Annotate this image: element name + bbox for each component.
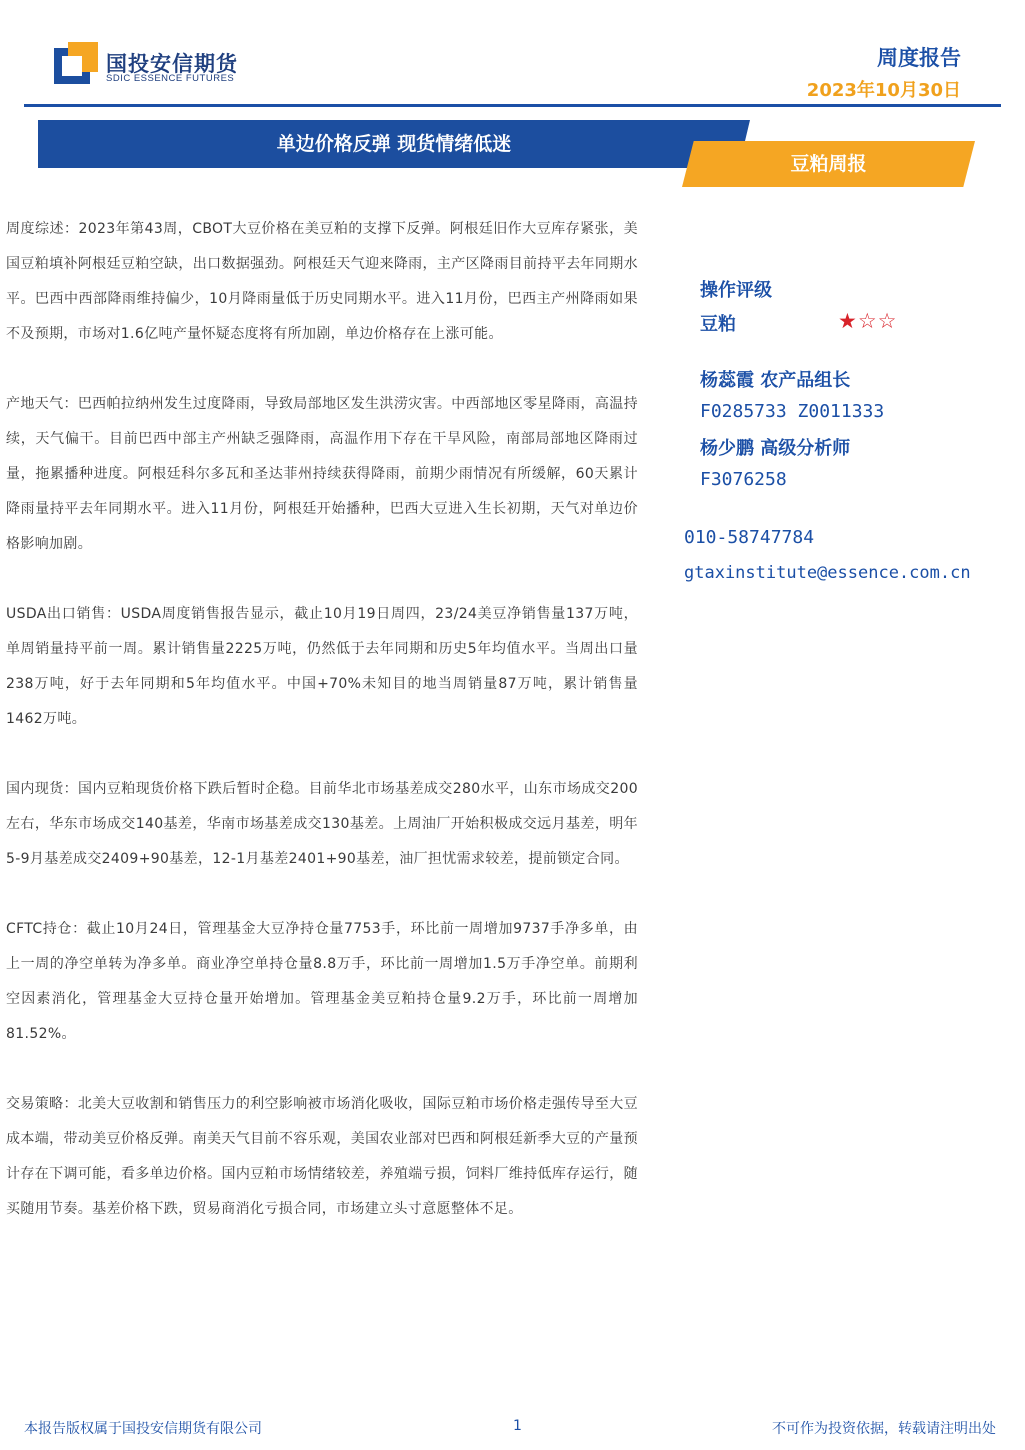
footer-copyright: 本报告版权属于国投安信期货有限公司 xyxy=(24,1421,262,1437)
analyst-license: F0285733 Z0011333 xyxy=(700,401,885,422)
logo-text-cn: 国投安信期货 xyxy=(106,52,238,76)
report-title: 单边价格反弹 现货情绪低迷 xyxy=(276,133,512,155)
contact-phone: 010-58747784 xyxy=(684,527,815,548)
analyst-name: 杨少鹏 高级分析师 xyxy=(700,438,851,459)
paragraph-strategy: 交易策略：北美大豆收割和销售压力的利空影响被市场消化吸收，国际豆粕市场价格走强传导至大豆成本端，带动美豆价格反弹。南美天气目前不容乐观，美国农业部对巴西和阿根廷新季大豆的产量预计存在下调可能，看多单边价格。国内豆粕市场情绪较差，养殖端亏损，饲料厂维持低库存运行，随买随用节奏。基差价格下跌，贸易商消化亏损合同，市场建立头寸意愿整体不足。 xyxy=(6,1096,638,1217)
paragraph-weather: 产地天气：巴西帕拉纳州发生过度降雨，导致局部地区发生洪涝灾害。中西部地区零星降雨，高温持续，天气偏干。目前巴西中部主产州缺乏强降雨，高温作用下存在干旱风险，南部局部地区降雨过量，拖累播种进度。阿根廷科尔多瓦和圣达菲州持续获得降雨，前期少雨情况有所缓解，60天累计降雨量持平去年同期水平。进入11月份，阿根廷开始播种，巴西大豆进入生长初期，天气对单边价格影响加剧。 xyxy=(6,396,638,552)
rating-product: 豆粕 xyxy=(700,314,736,335)
paragraph-weekly-summary: 周度综述：2023年第43周，CBOT大豆价格在美豆粕的支撑下反弹。阿根廷旧作大豆库存紧张，美国豆粕填补阿根廷豆粕空缺，出口数据强劲。阿根廷天气迎来降雨，主产区降雨目前持平去年同期水平。巴西中西部降雨维持偏少，10月降雨量低于历史同期水平。进入11月份，巴西主产州降雨如果不及预期，市场对1.6亿吨产量怀疑态度将有所加剧，单边价格存在上涨可能。 xyxy=(6,221,638,342)
analyst-license: F3076258 xyxy=(700,469,787,490)
paragraph-cftc: CFTC持仓：截止10月24日，管理基金大豆净持仓量7753手，环比前一周增加9737手净多单，由上一周的净空单转为净多单。商业净空单持仓量8.8万手，环比前一周增加1.5万手净空单。前期利空因素消化，管理基金大豆持仓量开始增加。管理基金美豆粕持仓量9.2万手，环比前一周增加81.52%。 xyxy=(6,921,638,1042)
logo-icon xyxy=(54,42,98,86)
rating-title: 操作评级 xyxy=(700,280,772,301)
report-date: 2023年10月30日 xyxy=(806,80,961,101)
rating-stars-icon: ★☆☆ xyxy=(838,309,898,333)
paragraph-usda-sales: USDA出口销售：USDA周度销售报告显示，截止10月19日周四，23/24美豆净销售量137万吨，单周销量持平前一周。累计销售量2225万吨，仍然低于去年同期和历史5年均值水平。当周出口量238万吨，好于去年同期和5年均值水平。中国+70%未知目的地当周销量87万吨，累计销售量1462万吨。 xyxy=(6,606,638,727)
company-logo xyxy=(54,42,239,92)
header-divider xyxy=(24,104,1001,107)
report-type: 周度报告 xyxy=(877,46,961,70)
contact-email[interactable]: gtaxinstitute@essence.com.cn xyxy=(684,563,971,583)
paragraph-domestic-spot: 国内现货：国内豆粕现货价格下跌后暂时企稳。目前华北市场基差成交280水平，山东市场成交200左右，华东市场成交140基差，华南市场基差成交130基差。上周油厂开始积极成交远月基差，明年5-9月基差成交2409+90基差，12-1月基差2401+90基差，油厂担忧需求较差，提前锁定合同。 xyxy=(6,781,638,867)
report-body xyxy=(6,212,638,1262)
analyst-name: 杨蕊霞 农产品组长 xyxy=(700,370,851,391)
report-tag: 豆粕周报 xyxy=(790,153,867,175)
page-number: 1 xyxy=(513,1418,522,1434)
logo-text-en: SDIC ESSENCE FUTURES xyxy=(106,73,235,84)
footer-disclaimer: 不可作为投资依据，转载请注明出处 xyxy=(772,1421,996,1437)
